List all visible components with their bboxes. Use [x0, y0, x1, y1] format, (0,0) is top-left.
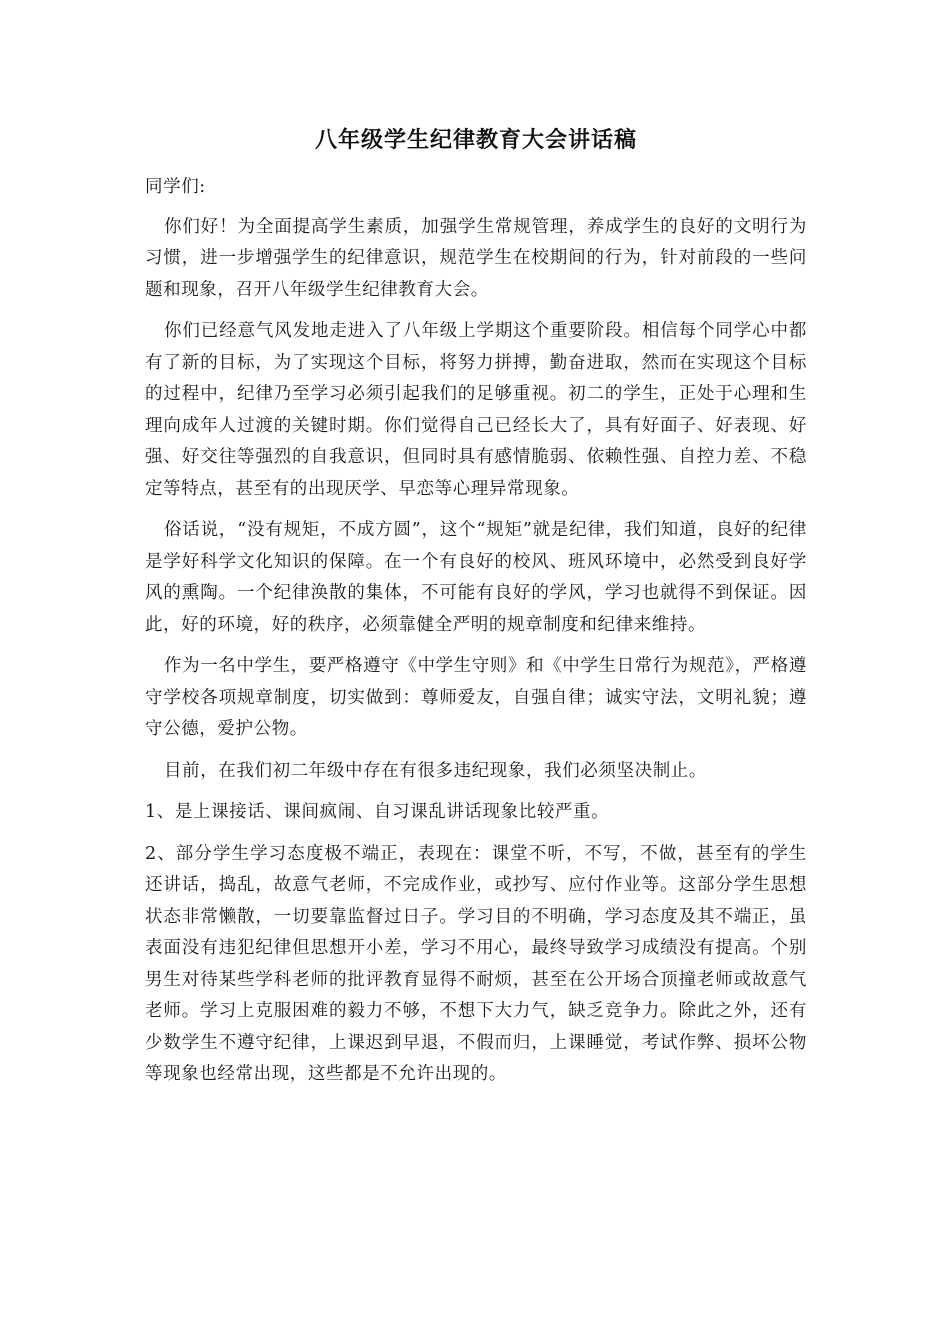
document-title: 八年级学生纪律教育大会讲话稿 [314, 128, 637, 153]
paragraph-student-code: 作为一名中学生，要严格遵守《中学生守则》和《中学生日常行为规范》，严格遵守学校各项规章制度，切实做到：尊师爱友，自强自律；诚实守法，文明礼貌；遵守公德，爱护公物。 [145, 656, 807, 739]
paragraph-rules-saying: 俗话说，“没有规矩，不成方圆”，这个“规矩”就是纪律，我们知道，良好的纪律是学好科学文化知识的保障。在一个有良好的校风、班风环境中，必然受到良好学风的熏陶。一个纪律涣散的集体，不可能有良好的学风，学习也就得不到保证。因此，好的环境，好的秩序，必须靠健全严明的规章制度和纪律来维持。 [145, 520, 807, 635]
paragraph-eighth-grade-stage: 你们已经意气风发地走进入了八年级上学期这个重要阶段。相信每个同学心中都有了新的目标，为了实现这个目标，将努力拼搏，勤奋进取，然而在实现这个目标的过程中，纪律乃至学习必须引起我们的足够重视。初二的学生，正处于心理和生理向成年人过渡的关键时期。你们觉得自己已经长大了，具有好面子、好表现、好强、好交往等强烈的自我意识，但同时具有感情脆弱、依赖性强、自控力差、不稳定等特点，甚至有的出现厌学、早恋等心理异常现象。 [145, 321, 807, 499]
list-item-2: 2、部分学生学习态度极不端正，表现在：课堂不听，不写，不做，甚至有的学生还讲话，捣乱，故意气老师，不完成作业，或抄写、应付作业等。这部分学生思想状态非常懒散，一切要靠监督过日子。学习目的不明确，学习态度及其不端正，虽表面没有违犯纪律但思想开小差，学习不用心，最终导致学习成绩没有提高。个别男生对待某些学科老师的批评教育显得不耐烦，甚至在公开场合顶撞老师或故意气老师。学习上克服困难的毅力不够，不想下大力气，缺乏竞争力。除此之外，还有少数学生不遵守纪律，上课迟到早退，不假而归，上课睡觉，考试作弊、损坏公物等现象也经常出现，这些都是不允许出现的。 [145, 843, 807, 1084]
list-item-1: 1、是上课接话、课间疯闹、自习课乱讲话现象比较严重。 [145, 802, 610, 822]
salutation: 同学们: [145, 177, 206, 197]
paragraph-intro: 你们好！为全面提高学生素质，加强学生常规管理，养成学生的良好的文明行为习惯，进一步增强学生的纪律意识，规范学生在校期间的行为，针对前段的一些问题和现象，召开八年级学生纪律教育大会。 [145, 216, 807, 300]
paragraph-current-problems: 目前，在我们初二年级中存在有很多违纪现象，我们必须坚决制止。 [164, 760, 707, 781]
document-page [145, 118, 807, 1101]
